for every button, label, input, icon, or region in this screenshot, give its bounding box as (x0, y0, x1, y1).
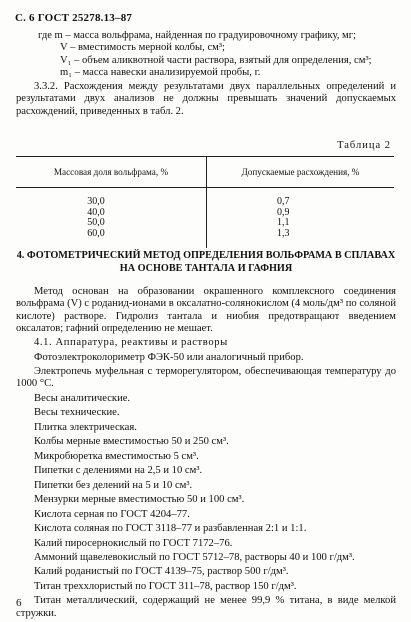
formula-legend (16, 30, 396, 118)
section-title-line: 4. ФОТОМЕТРИЧЕСКИЙ МЕТОД ОПРЕДЕЛЕНИЯ ВОЛЬФРАМА В СПЛАВАХ (16, 250, 396, 261)
table-cell: 0,9 (277, 206, 290, 218)
table-header-row (16, 157, 394, 188)
list-item: Кислота соляная по ГОСТ 3118–77 и разбавленная 2:1 и 1:1. (34, 523, 307, 535)
list-item: Мензурки мерные вместимостью 50 и 100 см³. (34, 494, 245, 506)
section-title (16, 250, 396, 276)
list-item: Колбы мерные вместимостью 50 и 250 см³. (34, 436, 229, 448)
list-item: Весы аналитические. (34, 392, 131, 404)
table-column-tolerance (207, 188, 394, 248)
tolerance-table (16, 156, 394, 248)
method-intro: Метод основан на образовании окрашенного комплексного соединения вольфрама (V) с роданид-ионами в оксалатно-солянокислом (4 моль/дм³ по соляной кислоте) растворе. Гидролиз тантала и ниобия предотвращают введением оксалатов; гафний определению не мешает. (16, 286, 396, 334)
list-item: Пипетки без делений на 5 и 10 см³. (34, 479, 193, 491)
table-cell: 50,0 (87, 217, 105, 228)
table-cell: 1,1 (277, 217, 290, 228)
list-item: Весы технические. (34, 407, 120, 419)
list-item: Аммоний щавелевокислый по ГОСТ 5712–78, растворы 40 и 100 г/дм³. (34, 551, 355, 563)
table-header-tolerance: Допускаемые расхождения, % (241, 166, 360, 177)
equipment-list (16, 337, 396, 620)
list-item: Электропечь муфельная с терморегулятором, обеспечивающая температуру до 1000 °С. (16, 366, 396, 390)
list-item: Титан треххлористый по ГОСТ 311–78, раствор 150 г/дм³. (34, 580, 297, 592)
table-cell: 30,0 (87, 196, 105, 207)
table-cell: 40,0 (87, 206, 105, 218)
legend-line: V₁ – объем аликвотной части раствора, взятый для определения, см³; (60, 54, 372, 66)
table-cell: 1,3 (277, 227, 290, 239)
list-item: Калий пиросернокислый по ГОСТ 7172–76. (34, 537, 233, 549)
list-item: Титан металлический, содержащий не менее 99,9 % титана, в виде мелкой стружки. (16, 595, 396, 619)
table-column-mass-fraction (16, 188, 207, 248)
table-caption: Таблица 2 (337, 140, 391, 151)
list-item: Кислота серная по ГОСТ 4204–77. (34, 508, 190, 520)
list-item: Плитка электрическая. (34, 421, 137, 433)
list-item: Микробюретка вместимостью 5 см³. (34, 450, 199, 462)
list-item: 4.1. Аппаратура, реактивы и растворы (34, 337, 228, 349)
section-4-body (16, 286, 396, 622)
page-number: 6 (16, 597, 22, 609)
legend-line: V – вместимость мерной колбы, см³; (60, 42, 225, 54)
list-item: Фотоэлектроколориметр ФЭК-50 или аналогичный прибор. (34, 351, 304, 363)
legend-line: где m – масса вольфрама, найденная по градуировочному графику, мг; (38, 30, 357, 41)
legend-line: m₁ – масса навески анализируемой пробы, г. (60, 66, 261, 78)
list-item: Пипетки с делениями на 2,5 и 10 см³. (34, 465, 203, 477)
table-header-mass-fraction: Массовая доля вольфрама, % (16, 157, 207, 187)
page-header: С. 6 ГОСТ 25278.13–87 (15, 12, 133, 24)
paragraph-3-3-2: 3.3.2. Расхождения между результатами двух параллельных определений и результатами двух анализов не должны превышать значений допускаемых расхождений, приведенных в табл. 2. (16, 81, 396, 117)
list-item: Калий роданистый по ГОСТ 4139–75, раствор 500 г/дм³. (34, 566, 289, 578)
table-cell: 0,7 (277, 196, 290, 207)
table-cell: 60,0 (87, 227, 105, 239)
section-title-line: НА ОСНОВЕ ТАНТАЛА И ГАФНИЯ (119, 262, 293, 274)
